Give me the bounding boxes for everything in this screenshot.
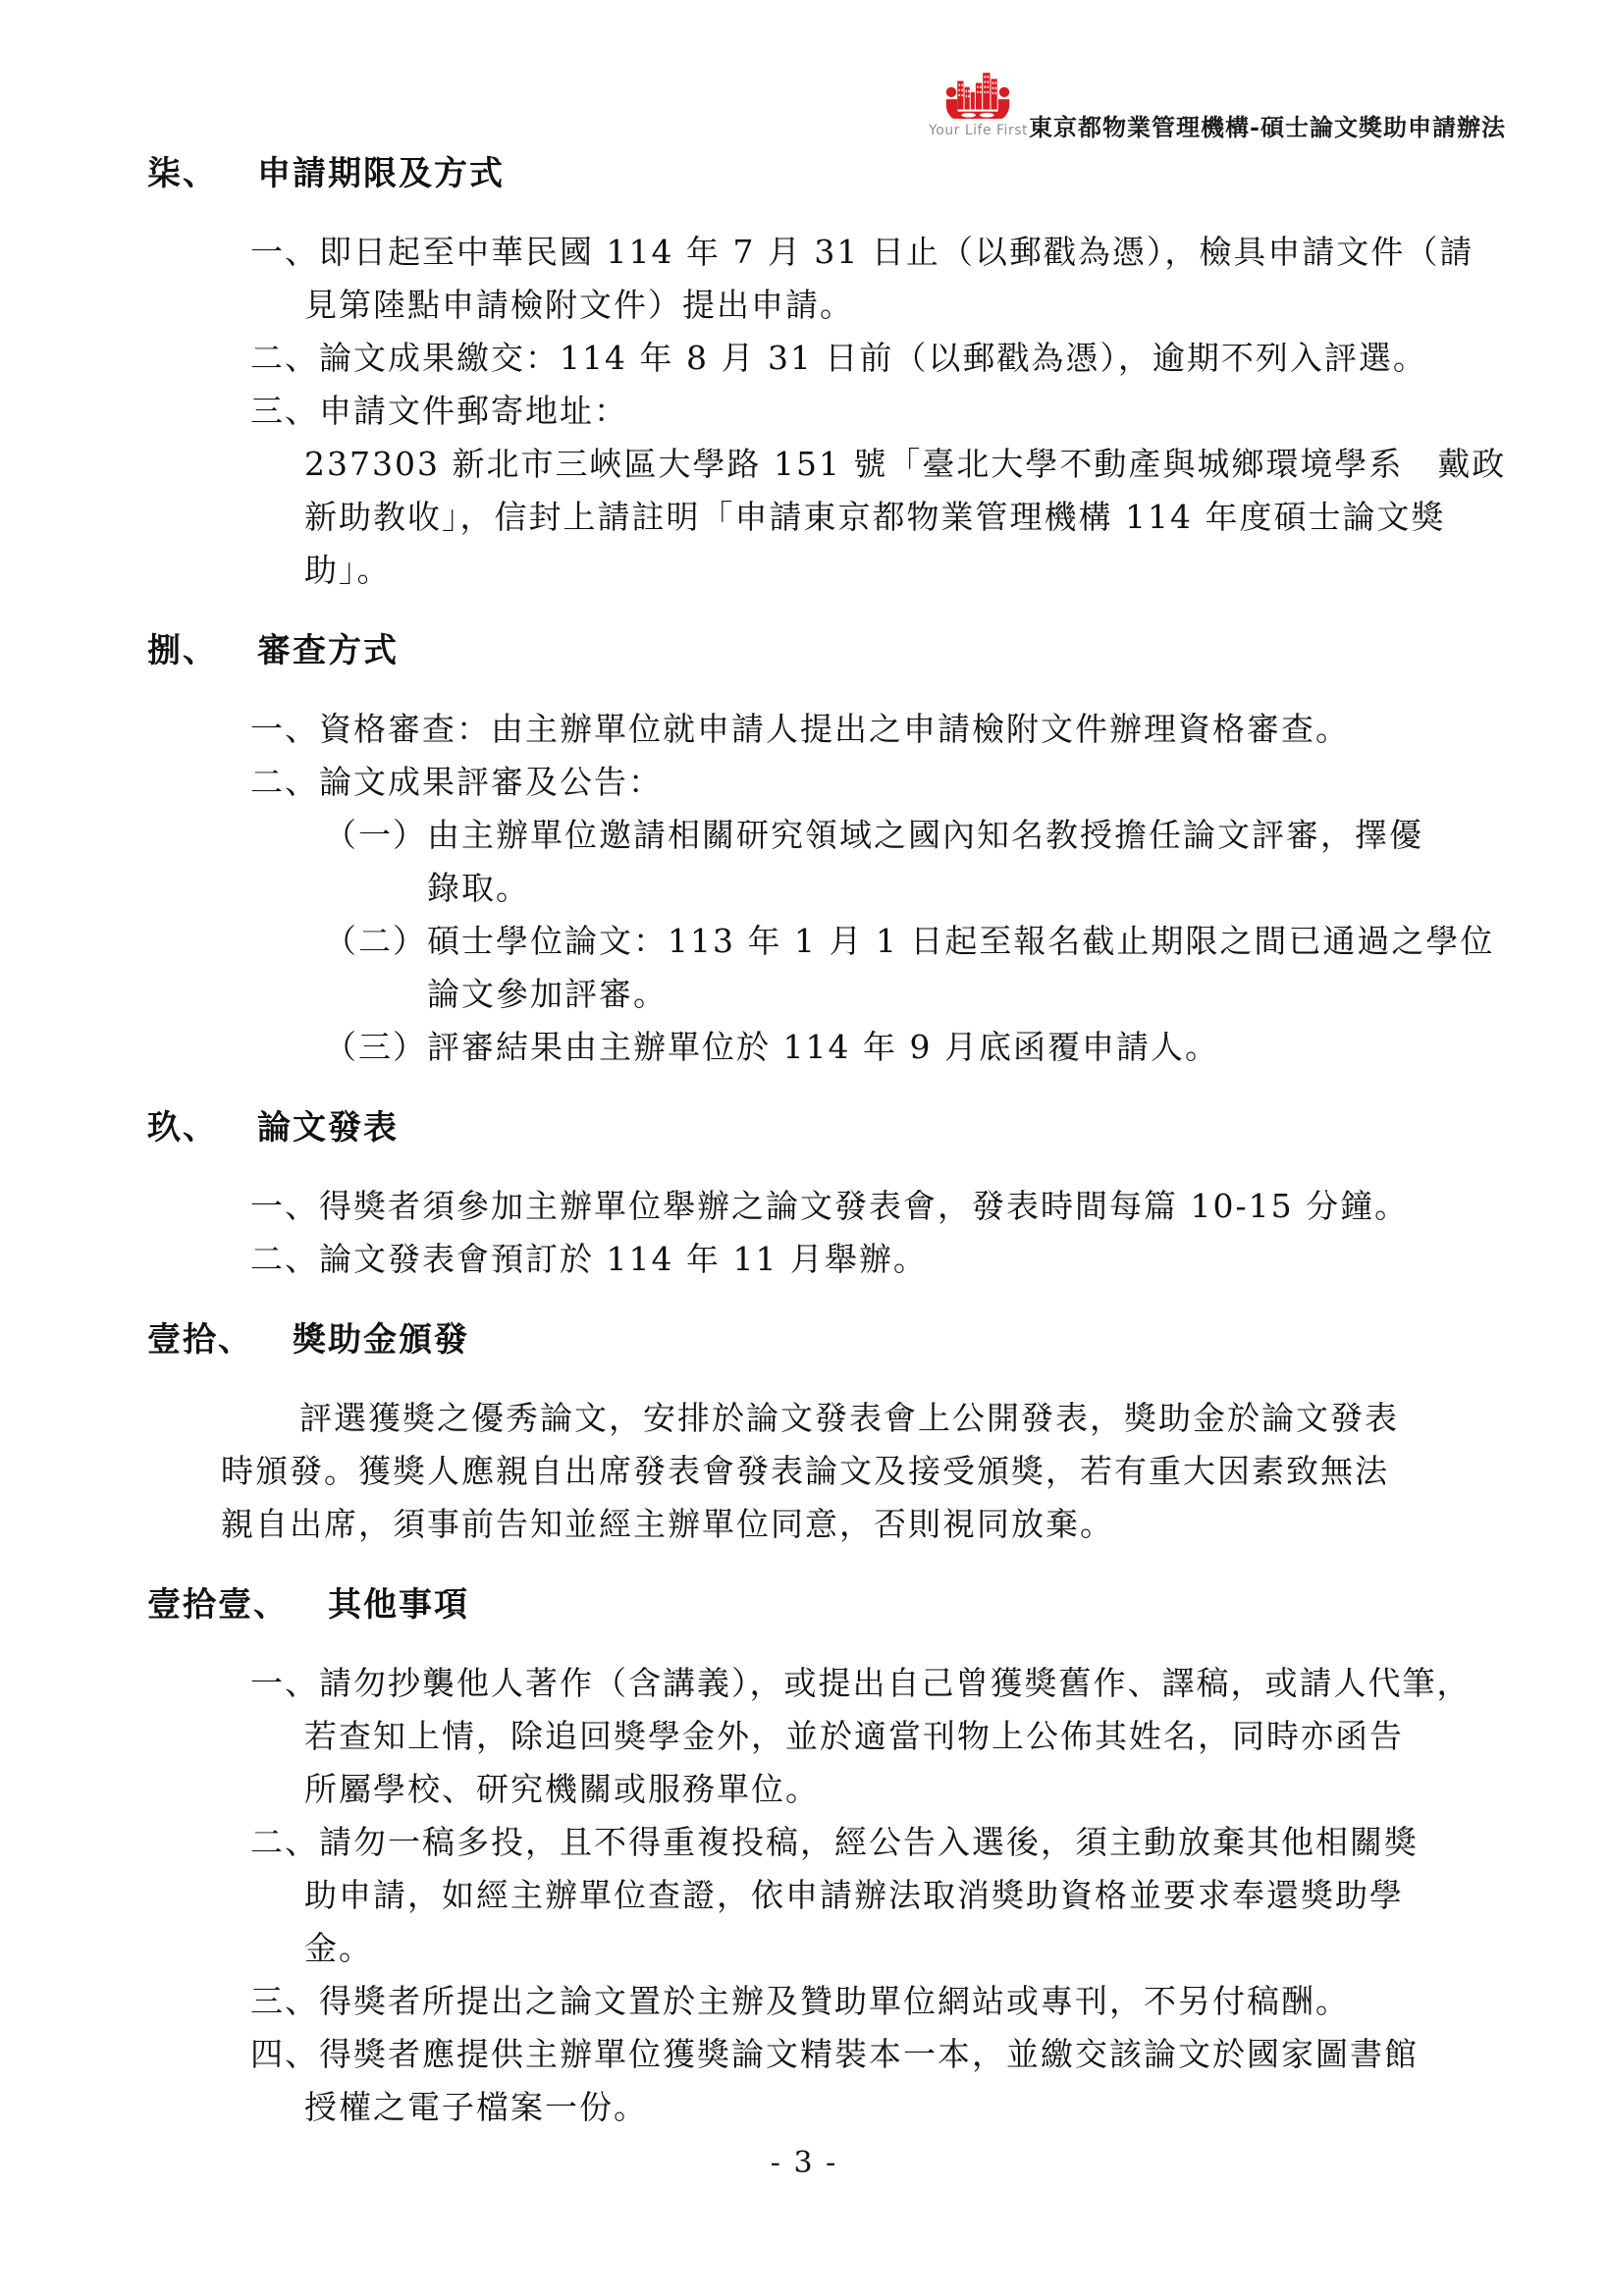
text-line: 二、論文發表會預訂於 114 年 11 月舉辦。 — [250, 1240, 928, 1278]
text-line: 四、得獎者應提供主辦單位獲獎論文精裝本一本，並繳交該論文於國家圖書館 — [250, 2035, 1419, 2073]
text-line: 授權之電子檔案一份。 — [304, 2088, 648, 2126]
section-heading — [147, 147, 1517, 200]
text-line: 見第陸點申請檢附文件）提出申請。 — [304, 286, 854, 324]
section-number: 壹拾、 — [147, 1320, 253, 1360]
section — [147, 1313, 1517, 1551]
section-heading — [147, 1313, 1517, 1366]
section-title: 審查方式 — [257, 631, 399, 670]
text-line: 助申請，如經主辦單位查證，依申請辦法取消獎助資格並要求奉還獎助學 — [304, 1876, 1404, 1914]
text-line: 一、得獎者須參加主辦單位舉辦之論文發表會，發表時間每篇 10-15 分鐘。 — [250, 1187, 1410, 1225]
text-line: 三、申請文件郵寄地址： — [250, 392, 628, 430]
text-line: 助」。 — [304, 551, 392, 589]
section-number: 柒、 — [147, 154, 218, 193]
section-heading — [147, 624, 1517, 677]
text-line: （二）碩士學位論文：113 年 1 月 1 日起至報名截止期限之間已通過之學位 — [324, 922, 1495, 960]
text-line: 237303 新北市三峽區大學路 151 號「臺北大學不動產與城鄉環境學系 戴政 — [304, 445, 1507, 483]
text-line: 所屬學校、研究機關或服務單位。 — [304, 1770, 820, 1808]
text-line: 一、資格審查：由主辦單位就申請人提出之申請檢附文件辦理資格審查。 — [250, 710, 1350, 748]
text-line: 論文參加評審。 — [427, 975, 668, 1013]
text-line: 二、論文成果繳交：114 年 8 月 31 日前（以郵戳為憑），逾期不列入評選。 — [250, 339, 1427, 377]
city-hands-logo-icon — [933, 69, 1023, 122]
section — [147, 1101, 1517, 1286]
text-line: （三）評審結果由主辦單位於 114 年 9 月底函覆申請人。 — [324, 1028, 1219, 1066]
text-line: 時頒發。獲獎人應親自出席發表會發表論文及接受頒獎，若有重大因素致無法 — [221, 1452, 1389, 1490]
section — [147, 624, 1517, 1074]
section-number: 捌、 — [147, 631, 218, 670]
page-footer — [0, 2146, 1608, 2180]
section-title: 其他事項 — [328, 1585, 469, 1625]
text-line: 錄取。 — [427, 869, 530, 907]
section-heading — [147, 1578, 1517, 1631]
logo-tagline: Your Life First — [929, 123, 1028, 138]
text-line: 親自出席，須事前告知並經主辦單位同意，否則視同放棄。 — [221, 1505, 1114, 1543]
text-line: 新助教收」，信封上請註明「申請東京都物業管理機構 114 年度碩士論文獎 — [304, 498, 1446, 536]
text-line: 金。 — [304, 1929, 373, 1967]
page-number: - 3 - — [770, 2146, 838, 2180]
text-line: 二、論文成果評審及公告： — [250, 763, 663, 801]
text-line: 一、請勿抄襲他人著作（含講義），或提出自己曾獲獎舊作、譯稿，或請人代筆， — [250, 1664, 1472, 1702]
organization-logo — [929, 69, 1027, 138]
text-line: （一）由主辦單位邀請相關研究領域之國內知名教授擔任論文評審，擇優 — [324, 816, 1423, 854]
text-line: 二、請勿一稿多投，且不得重複投稿，經公告入選後，須主動放棄其他相關獎 — [250, 1823, 1419, 1861]
document-body — [147, 147, 1517, 2134]
document-header-title: 東京都物業管理機構-碩士論文獎助申請辦法 — [1029, 113, 1506, 141]
section — [147, 1578, 1517, 2134]
section — [147, 147, 1517, 597]
section-number: 玖、 — [147, 1108, 218, 1148]
text-line: 三、得獎者所提出之論文置於主辦及贊助單位網站或專刊，不另付稿酬。 — [250, 1982, 1350, 2020]
text-line: 一、即日起至中華民國 114 年 7 月 31 日止（以郵戳為憑），檢具申請文件（請 — [250, 233, 1474, 271]
text-line: 評選獲獎之優秀論文，安排於論文發表會上公開發表，獎助金於論文發表 — [299, 1399, 1399, 1437]
section-heading — [147, 1101, 1517, 1154]
text-line: 若查知上情，除追回獎學金外，並於適當刊物上公佈其姓名，同時亦函告 — [304, 1717, 1404, 1755]
sections — [147, 147, 1517, 2134]
section-title: 獎助金頒發 — [293, 1320, 469, 1360]
section-title: 申請期限及方式 — [257, 154, 505, 193]
section-title: 論文發表 — [257, 1108, 399, 1148]
section-number: 壹拾壹、 — [147, 1585, 289, 1625]
